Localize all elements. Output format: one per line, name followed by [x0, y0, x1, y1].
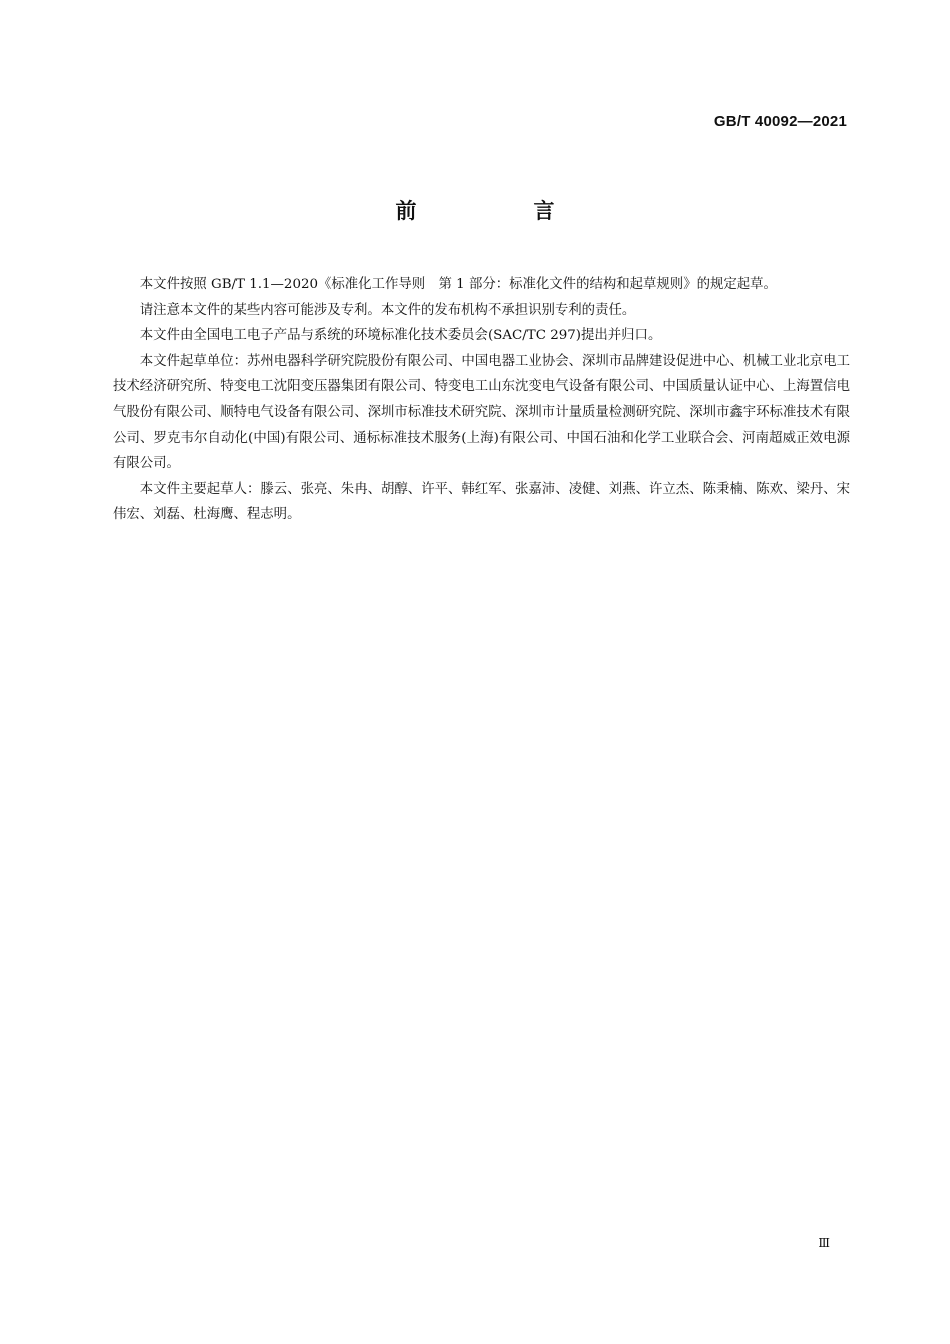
paragraph-drafting-rules: 本文件按照 GB/T 1.1—2020《标准化工作导则 第 1 部分：标准化文件的结构和起草规则》的规定起草。 — [139, 277, 777, 292]
page-number: Ⅲ — [818, 1236, 830, 1250]
page-title: 前 言 — [395, 199, 603, 223]
paragraph-drafting-units: 本文件起草单位：苏州电器科学研究院股份有限公司、中国电器工业协会、深圳市品牌建设促进中心、机械工业北京电工技术经济研究所、特变电工沈阳变压器集团有限公司、特变电工山东沈变电气设备有限公司、中国质量认证中心、上海置信电气股份有限公司、顺特电气设备有限公司、深圳市标准技术研究院、深圳市计量质量检测研究院、深圳市鑫宇环标准技术有限公司、罗克韦尔自动化(中国)有限公司、通标标准技术服务(上海)有限公司、中国石油和化学工业联合会、河南超威正效电源有限公司。 — [113, 353, 850, 472]
paragraph-drafters: 本文件主要起草人：滕云、张亮、朱冉、胡醇、许平、韩红军、张嘉沛、凌健、刘燕、许立杰、陈秉楠、陈欢、梁丹、宋伟宏、刘磊、杜海鹰、程志明。 — [113, 481, 850, 523]
paragraph-patent-notice: 请注意本文件的某些内容可能涉及专利。本文件的发布机构不承担识别专利的责任。 — [139, 302, 636, 318]
paragraph-proposer: 本文件由全国电工电子产品与系统的环境标准化技术委员会(SAC/TC 297)提出并归口。 — [139, 328, 662, 344]
standard-number: GB/T 40092—2021 — [713, 113, 847, 130]
foreword-body — [113, 272, 850, 528]
